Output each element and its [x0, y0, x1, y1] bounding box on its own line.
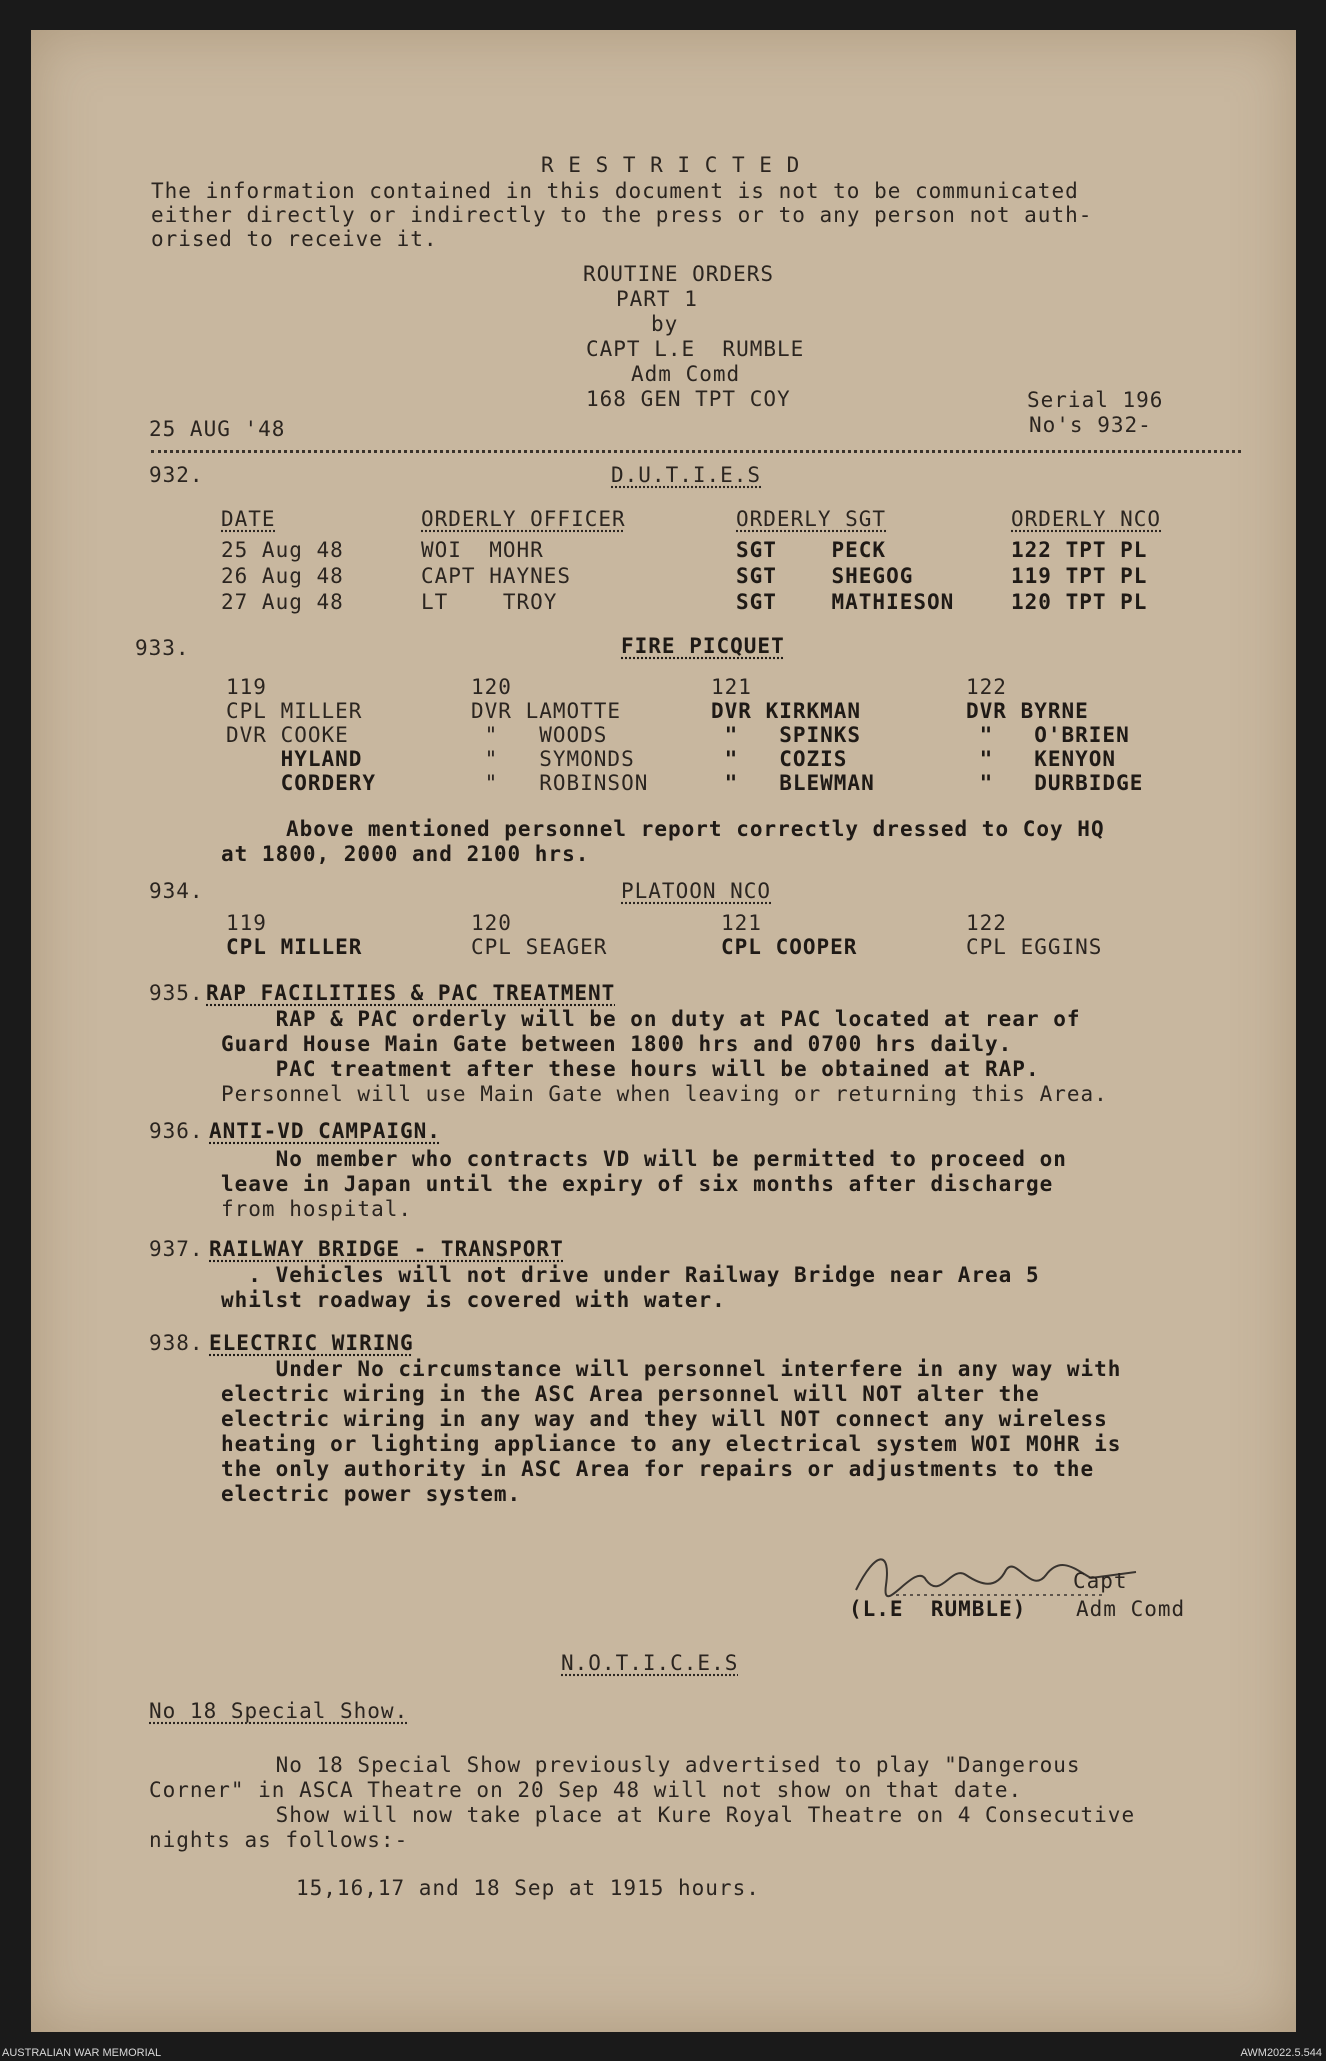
table-cell: CAPT HAYNES [421, 564, 572, 588]
title-line-2: PART 1 [616, 287, 698, 311]
paragraph-line: whilst roadway is covered with water. [221, 1288, 726, 1312]
section-heading: FIRE PICQUET [621, 634, 785, 658]
paragraph-line: RAP & PAC orderly will be on duty at PAC located at rear of [221, 1007, 1081, 1031]
title-line-3: by [651, 312, 679, 336]
column-header: ORDERLY OFFICER [421, 507, 626, 531]
table-cell: SGT SHEGOG [736, 564, 914, 588]
list-item: CPL MILLER [226, 699, 363, 723]
title-line-5: Adm Comd [631, 362, 741, 386]
unit-number: 122 [966, 911, 1007, 935]
serial-number: Serial 196 [1027, 388, 1164, 412]
paragraph-line: the only authority in ASC Area for repairs or adjustments to the [221, 1457, 1095, 1481]
list-item: " WOODS [471, 723, 608, 747]
list-item: HYLAND [226, 747, 363, 771]
section-number: 936. [149, 1119, 204, 1143]
column-header: DATE [221, 507, 276, 531]
unit-number: 120 [471, 675, 512, 699]
list-item: DVR KIRKMAN [711, 699, 862, 723]
list-item: DVR BYRNE [966, 699, 1089, 723]
signature-name: (L.E RUMBLE) [849, 1597, 1027, 1621]
warning-line-3: orised to receive it. [151, 227, 438, 251]
section-number: 932. [149, 463, 204, 487]
list-item: CORDERY [226, 771, 377, 795]
order-date: 25 AUG '48 [149, 417, 286, 441]
section-number: 938. [149, 1331, 204, 1355]
unit-number: 120 [471, 911, 512, 935]
paragraph-line: electric power system. [221, 1482, 522, 1506]
unit-number: 119 [226, 675, 267, 699]
paragraph-line: Guard House Main Gate between 1800 hrs and 0700 hrs daily. [221, 1032, 1013, 1056]
title-line-4: CAPT L.E RUMBLE [586, 337, 805, 361]
paragraph-line: No member who contracts VD will be permitted to proceed on [221, 1147, 1067, 1171]
note-line: at 1800, 2000 and 2100 hrs. [221, 842, 590, 866]
footer-accession-number: AWM2022.5.544 [1240, 2047, 1322, 2059]
paragraph-line: leave in Japan until the expiry of six months after discharge [221, 1172, 1054, 1196]
list-item: CPL COOPER [721, 935, 858, 959]
list-item: " O'BRIEN [966, 723, 1130, 747]
unit-number: 121 [721, 911, 762, 935]
divider [151, 450, 1241, 453]
list-item: DVR LAMOTTE [471, 699, 622, 723]
unit-number: 119 [226, 911, 267, 935]
table-cell: 120 TPT PL [1011, 590, 1148, 614]
warning-line-1: The information contained in this document is not to be communicated [151, 179, 1079, 203]
paragraph-line: electric wiring in any way and they will NOT connect any wireless [221, 1407, 1108, 1431]
paragraph-line: Under No circumstance will personnel interfere in any way with [221, 1357, 1122, 1381]
list-item: " ROBINSON [471, 771, 649, 795]
list-item: CPL SEAGER [471, 935, 608, 959]
title-line-1: ROUTINE ORDERS [583, 262, 775, 286]
section-number: 937. [149, 1237, 204, 1261]
section-heading: PLATOON NCO [621, 879, 772, 903]
notice-line: Show will now take place at Kure Royal Theatre on 4 Consecutive [221, 1803, 1136, 1827]
list-item: " SPINKS [711, 723, 862, 747]
notices-heading: N.O.T.I.C.E.S [561, 1651, 739, 1675]
paragraph-line: PAC treatment after these hours will be obtained at RAP. [221, 1057, 1040, 1081]
list-item: " BLEWMAN [711, 771, 875, 795]
order-numbers: No's 932- [1029, 413, 1152, 437]
list-item: DVR COOKE [226, 723, 349, 747]
note-line: Above mentioned personnel report correctly dressed to Coy HQ [286, 817, 1105, 841]
table-cell: SGT PECK [736, 538, 887, 562]
list-item: CPL MILLER [226, 935, 363, 959]
document-page [31, 30, 1296, 2032]
column-header: ORDERLY SGT [736, 507, 887, 531]
section-heading: RAP FACILITIES & PAC TREATMENT [206, 981, 616, 1005]
list-item: " DURBIDGE [966, 771, 1144, 795]
table-cell: 26 Aug 48 [221, 564, 344, 588]
paragraph-line: heating or lighting appliance to any electrical system WOI MOHR is [221, 1432, 1122, 1456]
table-cell: SGT MATHIESON [736, 590, 955, 614]
section-number: 934. [149, 879, 204, 903]
section-number: 935. [149, 981, 204, 1005]
signature-rank: Capt [1073, 1569, 1128, 1593]
list-item: " KENYON [966, 747, 1117, 771]
list-item: CPL EGGINS [966, 935, 1103, 959]
section-heading: ANTI-VD CAMPAIGN. [209, 1119, 441, 1143]
list-item: " COZIS [711, 747, 848, 771]
section-number: 933. [135, 636, 190, 660]
classification: R E S T R I C T E D [541, 153, 801, 177]
notice-dates: 15,16,17 and 18 Sep at 1915 hours. [296, 1876, 760, 1900]
signature-role: Adm Comd [1076, 1597, 1186, 1621]
table-cell: 122 TPT PL [1011, 538, 1148, 562]
paragraph-line: from hospital. [221, 1197, 413, 1221]
table-cell: WOI MOHR [421, 538, 544, 562]
section-heading: ELECTRIC WIRING [209, 1331, 414, 1355]
table-cell: 25 Aug 48 [221, 538, 344, 562]
table-cell: 27 Aug 48 [221, 590, 344, 614]
unit-number: 122 [966, 675, 1007, 699]
unit-number: 121 [711, 675, 752, 699]
notice-line: Corner" in ASCA Theatre on 20 Sep 48 will not show on that date. [149, 1778, 1023, 1802]
paragraph-line: . Vehicles will not drive under Railway Bridge near Area 5 [221, 1263, 1040, 1287]
table-cell: LT TROY [421, 590, 558, 614]
paragraph-line: electric wiring in the ASC Area personnel will NOT alter the [221, 1382, 1040, 1406]
notice-subheading: No 18 Special Show. [149, 1699, 409, 1723]
warning-line-2: either directly or indirectly to the press or to any person not auth- [151, 203, 1093, 227]
section-heading: D.U.T.I.E.S [611, 463, 762, 487]
column-header: ORDERLY NCO [1011, 507, 1162, 531]
notice-line: No 18 Special Show previously advertised to play "Dangerous [221, 1753, 1081, 1777]
table-cell: 119 TPT PL [1011, 564, 1148, 588]
notice-line: nights as follows:- [149, 1828, 409, 1852]
section-heading: RAILWAY BRIDGE - TRANSPORT [209, 1237, 564, 1261]
paragraph-line: Personnel will use Main Gate when leaving or returning this Area. [221, 1082, 1108, 1106]
footer-credit: AUSTRALIAN WAR MEMORIAL [2, 2047, 162, 2059]
list-item: " SYMONDS [471, 747, 635, 771]
title-line-6: 168 GEN TPT COY [586, 387, 791, 411]
